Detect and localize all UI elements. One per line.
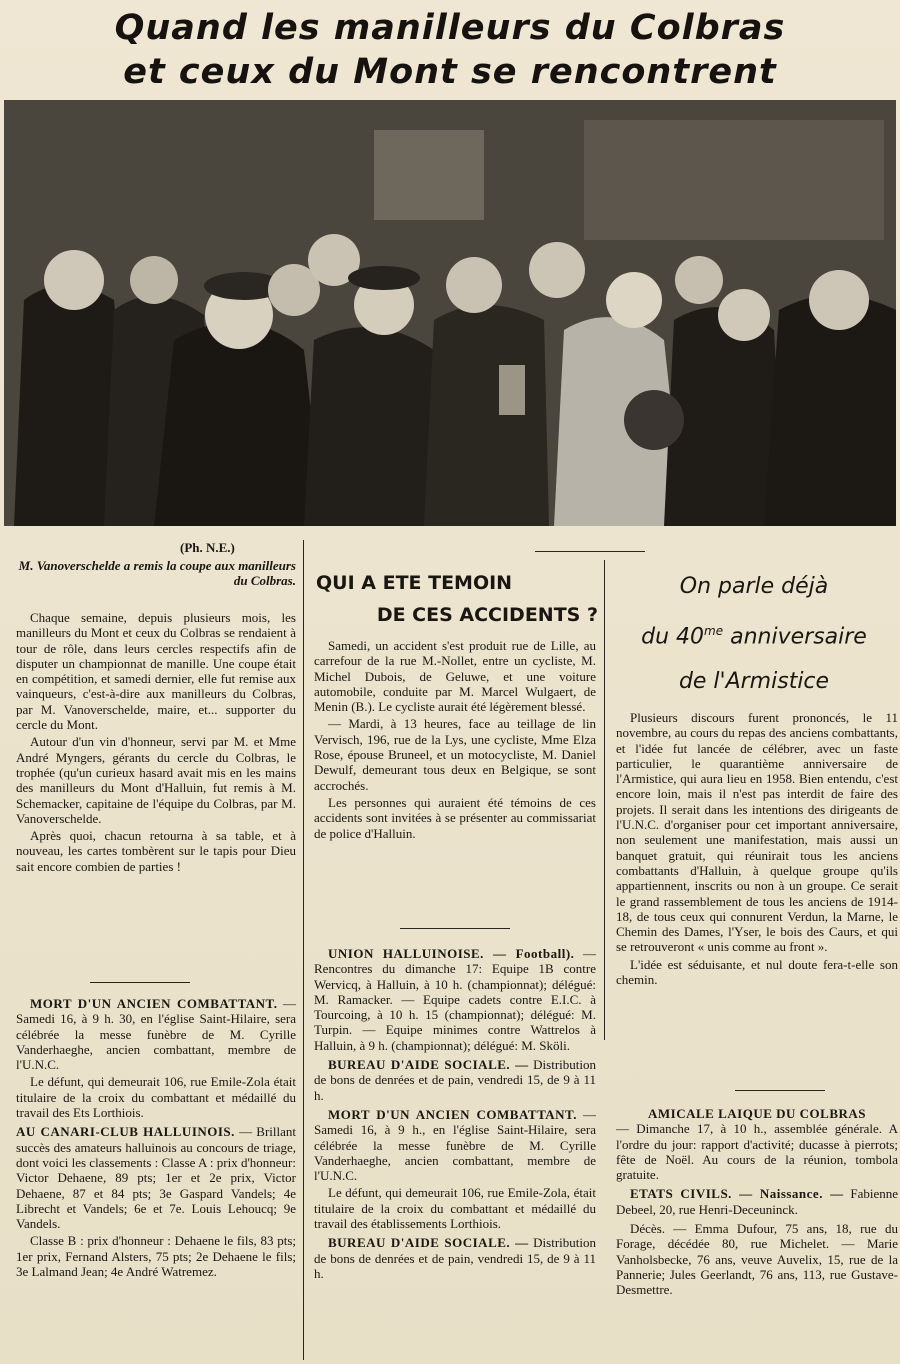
brief-deces: Décès. — Emma Dufour, 75 ans, 18, rue du Forage, décédée 80, rue Michelet. — Marie Vanholsbecke, 76 ans, veuve Auvelix, 15, rue de la Pannerie; Jules Geerlandt, 76 ans, 113, rue Gustave-Desmettre. [616, 1221, 898, 1298]
brief-title: BUREAU D'AIDE SOCIALE. — [328, 1235, 529, 1251]
right-title-line2-a: du 40 [641, 624, 705, 650]
middle-title-line2: DE CES ACCIDENTS ? [376, 604, 598, 626]
brief-title: AU CANARI-CLUB HALLUINOIS. [16, 1124, 235, 1140]
headline-line1: Quand les manilleurs du Colbras [114, 8, 786, 48]
left-briefs [16, 996, 296, 1281]
brief-etats-civils [616, 1186, 898, 1217]
middle-title-line1: QUI A ETE TEMOIN [316, 572, 513, 594]
headline-line2: et ceux du Mont se rencontrent [123, 52, 777, 92]
brief-text: Fabienne Debeel, 20, rue Henri-Deceuninck. [616, 1186, 899, 1217]
column-divider-left [303, 540, 304, 1360]
brief-text: — Samedi 16, à 9 h., en l'église Saint-Hilaire, sera célébrée la messe funèbre de M. Cyrille Vanderhaeghe, ancien combattant, membre de l'U.N.C. [314, 1106, 596, 1184]
brief-title: UNION HALLUINOISE. — Football). [328, 946, 575, 961]
photo-caption: M. Vanoverschelde a remis la coupe aux manilleurs du Colbras. [18, 558, 296, 588]
brief-text: — Brillant succès des amateurs halluinois au concours de triage, dont voici les classements : Classe A : prix d'honneur: Victor Dehaene, 89 pts; 1er et 2e prix, Victor Dehaene, 87 et 84 pts; 3e Gaspard Vandels; 4e Librecht et Vandels; 6e et 7e. Louis Lehoucq; 9e Vandels. [16, 1124, 297, 1232]
brief-text: — Dimanche 17, à 10 h., assemblée générale. A l'ordre du jour: rapport d'activité; ducasse à pierrots; fête de Noël. Au cours de la réunion, tombola gratuite. [616, 1121, 898, 1183]
brief-title: AMICALE LAIQUE DU COLBRAS [648, 1106, 866, 1121]
brief-paragraph: Le défunt, qui demeurait 106, rue Emile-Zola, était titulaire de la croix du combattant et médaillé du travail des établissements Lorthiois. [314, 1185, 596, 1232]
divider-right-1 [735, 1090, 825, 1091]
story-paragraph: — Mardi, à 13 heures, face au teillage de lin Vervisch, 196, rue de la Lys, une cycliste, Mme Elza Rose, épouse Bruneel, et un motocycliste, M. Daniel Dewulf, demeurant tous deux en Belgique, se sont accrochés. [314, 716, 596, 793]
brief-death-left [16, 996, 296, 1072]
brief-text: — Rencontres du dimanche 17: Equipe 1B contre Wervicq, à Halluin, à 10 h. (championnat); délégué: M. Ramacker. — Equipe cadets contre E.I.C. à Tourcoing, à 10 h. 15 (championnat); délégué: M. Turpin. — Equipe minimes contre Wattrelos à Halluin, à 9 h. (championnat); délégué: M. Sköli. [314, 946, 597, 1053]
story-paragraph: Après quoi, chacun retourna à sa table, et à nouveau, les cartes tombèrent sur le tapis pour Dieu sait encore combien de parties ! [16, 828, 296, 874]
right-title-line1: On parle déjà [679, 574, 829, 599]
brief-paragraph: Classe B : prix d'honneur : Dehaene le fils, 83 pts; 1er prix, Fernand Alsters, 75 pts; 2e Dehaene le fils; 3e Lalmand Jean; 4e André Watremez. [16, 1233, 296, 1280]
story-paragraph: Les personnes qui auraient été témoins de ces accidents sont invitées à se présenter au commissariat de police d'Halluin. [314, 794, 596, 841]
brief-text: — Samedi 16, à 9 h. 30, en l'église Saint-Hilaire, sera célébrée la messe funèbre de M. Cyrille Vanderhaeghe, ancien combattant, membre de l'U.N.C. [16, 996, 296, 1073]
right-title-line2-b: anniversaire [723, 624, 867, 650]
brief-title: MORT D'UN ANCIEN COMBATTANT. [30, 996, 278, 1011]
right-column [616, 710, 898, 989]
middle-title [312, 572, 598, 626]
divider-mid-1 [400, 928, 510, 929]
group-photo [4, 100, 896, 526]
brief-title: BUREAU D'AIDE SOCIALE. — [328, 1057, 529, 1073]
divider-mid-top [535, 551, 645, 552]
left-column [16, 610, 296, 876]
story-paragraph: L'idée est séduisante, et nul doute fera-t-elle son chemin. [616, 956, 898, 988]
headline [0, 6, 900, 94]
brief-amicale [616, 1106, 898, 1182]
right-title-line3: de l'Armistice [678, 669, 830, 695]
brief-paragraph: Le défunt, qui demeurait 106, rue Emile-Zola était titulaire de la croix du combattant et médaillé du travail des Ets Lorthiois. [16, 1074, 296, 1121]
story-paragraph: Chaque semaine, depuis plusieurs mois, les manilleurs du Mont et ceux du Colbras se rendaient à tour de rôle, dans leurs cercles respectifs afin de disputer un championnat de manille. Une coupe était en compétition, et samedi dernier, elle fut remise aux vainqueurs, c'est-à-dire aux manilleurs du Colbras, par M. Vanoverschelde, maire, et... supporter du cercle du Mont. [16, 610, 296, 733]
brief-aide-2 [314, 1235, 596, 1281]
brief-canari [16, 1124, 296, 1231]
brief-title: ETATS CIVILS. — Naissance. — [630, 1186, 844, 1202]
divider-left-1 [90, 982, 190, 983]
right-title-line2-sup: me [704, 624, 724, 638]
middle-column [314, 638, 596, 843]
brief-text: Distribution de bons de denrées et de pain, vendredi 15, de 9 à 11 h. [314, 1057, 597, 1103]
photo-credit: (Ph. N.E.) [180, 540, 235, 555]
right-title-line2 [608, 609, 900, 659]
story-paragraph: Autour d'un vin d'honneur, servi par M. et Mme André Myngers, gérants du cercle du Colbras, le trophée (qu'un curieux hasard avait mis en les mains des manilleurs du Mont d'Halluin, fut remis à M. Schemacker, capitaine de l'équipe du Colbras, par M. Vanoverschelde. [16, 734, 296, 826]
column-divider-right [604, 560, 605, 1040]
brief-union [314, 946, 596, 1053]
brief-text: Distribution de bons de denrées et de pain, vendredi 15, de 9 à 11 h. [314, 1235, 597, 1281]
right-title [608, 564, 900, 704]
group-photo-illustration [4, 100, 896, 526]
story-paragraph: Plusieurs discours furent prononcés, le 11 novembre, au cours du repas des anciens combattants, et l'idée fut lancée de célébrer, avec un faste particulier, le quarantième anniversaire de l'Armistice, qui aura lieu en 1958. Bien entendu, c'est encore loin, mais il n'est pas interdit de faire des projets. Il serait dans les intentions des dirigeants de l'U.N.C. d'organiser pour cet important anniversaire, non seulement une manifestation, mais aussi un banquet gratuit, qui réunirait tous les anciens combattants d'Halluin, à quelque groupe qu'ils appartiennent, inscrits ou non à un groupe. Ce serait le grand rassemblement de tous les anciens de 1914-18, de tous ceux qui connurent Verdun, la Marne, le Chemin des Dames, l'Yser, le bois des Caurs, et qui se retrouveront « unis comme au front ». [616, 710, 898, 955]
story-paragraph: Samedi, un accident s'est produit rue de Lille, au carrefour de la rue M.-Nollet, entre un cycliste, M. Michel Dubois, de Geluwe, et une voiture automobile, conduite par M. Marcel Wulgaert, de Menin (B.). Le cycliste aurait été légèrement blessé. [314, 638, 596, 715]
brief-death-middle [314, 1107, 596, 1183]
right-briefs [616, 1106, 898, 1300]
middle-briefs [314, 946, 596, 1283]
brief-title: MORT D'UN ANCIEN COMBATTANT. [328, 1106, 578, 1122]
brief-aide-1 [314, 1057, 596, 1103]
